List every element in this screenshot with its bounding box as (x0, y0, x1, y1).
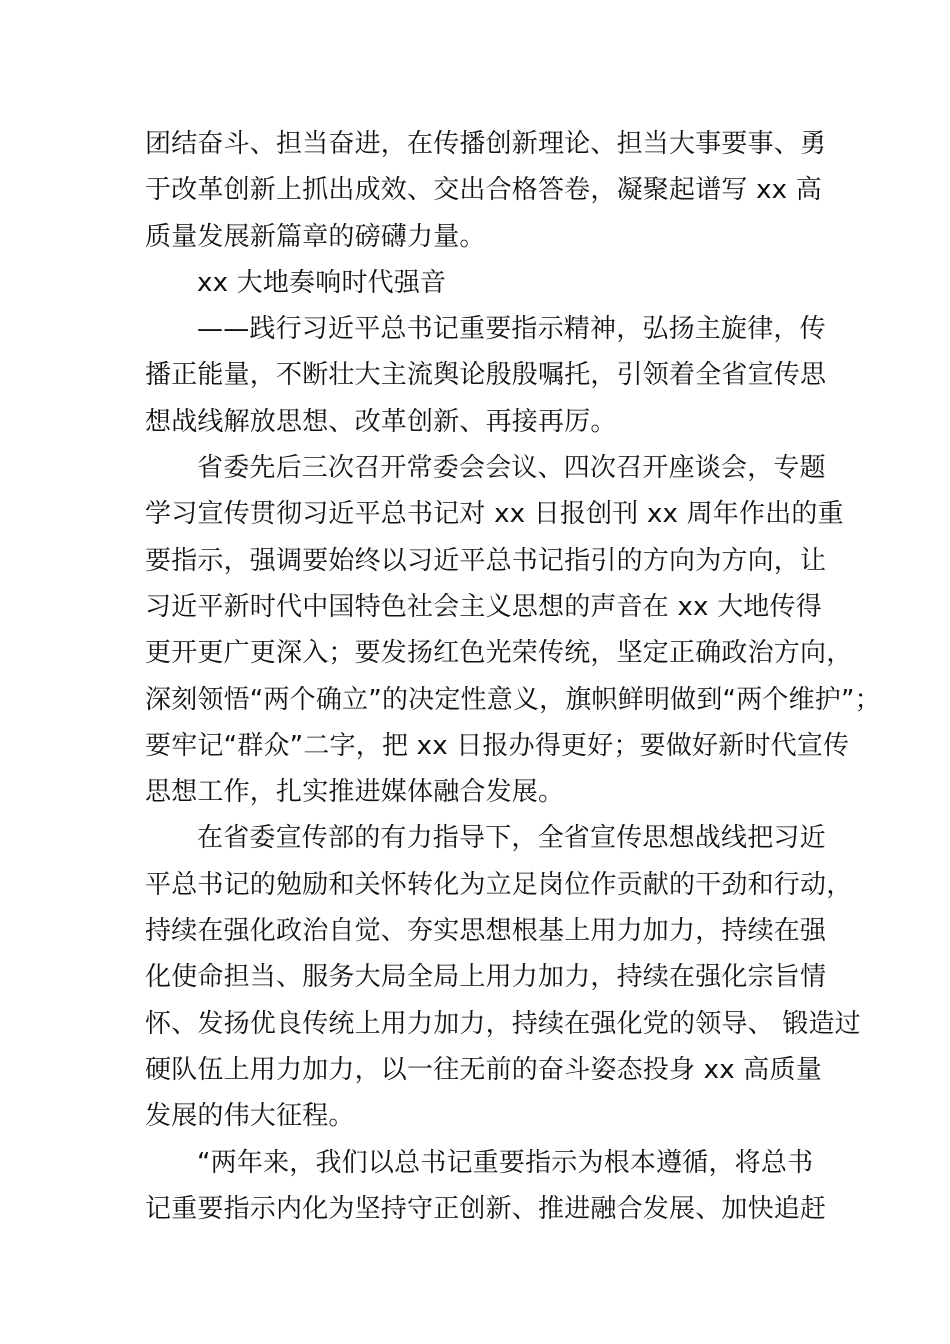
text-line: 播正能量，不断壮大主流舆论殷殷嘱托，引领着全省宣传思 (145, 360, 827, 391)
text-line: 化使命担当、服务大局全局上用力加力，持续在强化宗旨情 (145, 962, 827, 993)
text-line: 记重要指示内化为坚持守正创新、推进融合发展、加快追赶 (145, 1193, 827, 1224)
text-line: 深刻领悟“两个确立”的决定性意义，旗帜鲜明做到“两个维护”； (145, 684, 881, 715)
text-line: 想战线解放思想、改革创新、再接再厉。 (145, 406, 617, 437)
text-line: 思想工作，扎实推进媒体融合发展。 (145, 777, 565, 808)
text-line: 发展的伟大征程。 (145, 1101, 355, 1132)
text-line: 在省委宣传部的有力指导下，全省宣传思想战线把习近 (197, 823, 826, 854)
text-line: 要指示，强调要始终以习近平总书记指引的方向为方向，让 (145, 545, 827, 576)
text-line: 省委先后三次召开常委会会议、四次召开座谈会，专题 (197, 453, 826, 484)
text-line: 硬队伍上用力加力，以一往无前的奋斗姿态投身 xx 高质量 (145, 1054, 822, 1085)
text-line: 更开更广更深入；要发扬红色光荣传统，坚定正确政治方向， (145, 638, 853, 669)
text-line: 团结奋斗、担当奋进，在传播创新理论、担当大事要事、勇 (145, 129, 827, 159)
text-line: 持续在强化政治自觉、夯实思想根基上用力加力，持续在强 (145, 916, 827, 947)
text-line: 学习宣传贯彻习近平总书记对 xx 日报创刊 xx 周年作出的重 (145, 499, 844, 530)
text-line: 怀、发扬优良传统上用力加力，持续在强化党的领导、 锻造过 (145, 1008, 861, 1039)
text-line: “两年来，我们以总书记重要指示为根本遵循，将总书 (197, 1147, 814, 1178)
text-line: 习近平新时代中国特色社会主义思想的声音在 xx 大地传得 (145, 591, 822, 622)
text-line: ——践行习近平总书记重要指示精神，弘扬主旋律，传 (197, 314, 826, 345)
body-text (145, 121, 881, 1232)
text-line: 平总书记的勉励和关怀转化为立足岗位作贡献的干劲和行动， (145, 869, 853, 900)
text-line: 要牢记“群众”二字，把 xx 日报办得更好；要做好新时代宣传 (145, 730, 850, 761)
text-line: 质量发展新篇章的磅礴力量。 (145, 221, 486, 252)
text-line: 于改革创新上抓出成效、交出合格答卷，凝聚起谱写 xx 高 (145, 175, 822, 206)
text-line: xx 大地奏响时代强音 (197, 267, 447, 298)
